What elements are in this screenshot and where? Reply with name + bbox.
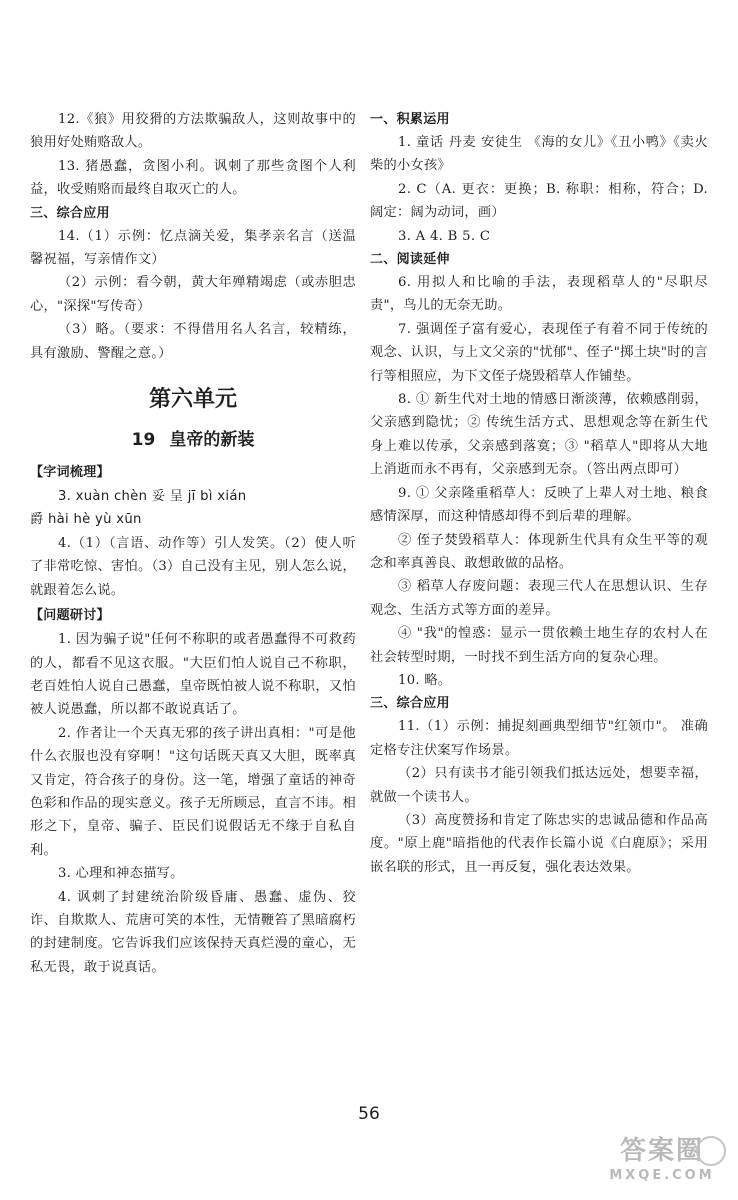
answer-12: 12.《狼》用狡猾的方法欺骗敌人，这则故事中的狼用好处贿赂敌人。	[30, 112, 356, 151]
answer-r6: 6. 用拟人和比喻的手法，表现稻草人的"尽职尽责"，鸟儿的无奈无助。	[370, 275, 708, 314]
discussion-3: 3. 心理和神态描写。	[58, 866, 184, 882]
discussion-2: 2. 作者让一个天真无邪的孩子讲出真相："可是他什么衣服也没有穿啊！"这句话既天真又大胆，既率真又肯定，符合孩子的身份。这一笔，增强了童话的神奇色彩和作品的现实意义。孩子无所顾忌，直言不讳。相形之下，皇帝、骗子、臣民们说假话无不缘于自私自利。	[30, 725, 356, 858]
discussion-4: 4. 讽刺了封建统治阶级昏庸、愚蠢、虚伪、狡诈、自欺欺人、荒唐可笑的本性，无情鞭笞了黑暗腐朽的封建制度。它告诉我们应该保持天真烂漫的童心，无私无畏，敢于说真话。	[30, 889, 356, 975]
section-heading-reading: 二、阅读延伸	[370, 252, 450, 268]
box-heading-vocabulary: 【字词梳理】	[30, 465, 110, 481]
watermark-logo	[596, 1134, 728, 1194]
unit-title: 第六单元	[148, 387, 237, 413]
answer-r10: 10. 略。	[398, 672, 452, 688]
answer-r8: 8. ① 新生代对土地的情感日渐淡薄，依赖感削弱，父亲感到隐忧；② 传统生活方式、思想观念等在新生代身上难以传承，父亲感到落寞；③ "稻草人"即将从大地上消逝而永不再有，父亲感到无奈。（答出两点即可）	[370, 392, 708, 478]
answer-r11-3: （3）高度赞扬和肯定了陈忠实的忠诚品德和作品高度。"原上鹿"暗指他的代表作长篇小说《白鹿原》；采用嵌名联的形式，且一再反复，强化表达效果。	[370, 812, 708, 875]
answer-14-1: 14.（1）示例：忆点滴关爱，集孝亲名言（送温馨祝福，写亲情作文）	[30, 228, 356, 268]
answer-14-2: （2）示例：看今朝，黄大年殚精竭虑（或赤胆忠心，"深探"写传奇）	[30, 275, 356, 314]
answer-r1: 1. 童话 丹麦 安徒生 《海的女儿》《丑小鸭》《卖火柴的小女孩》	[370, 135, 708, 174]
lesson-number: 19	[131, 430, 156, 451]
section-heading-comprehensive: 三、综合应用	[30, 205, 110, 221]
lesson-name: 皇帝的新装	[169, 430, 255, 451]
lesson-title	[30, 427, 356, 453]
watermark-badge-icon	[696, 1136, 726, 1166]
answer-13: 13. 猪愚蠢，贪图小利。讽刺了那些贪图个人利益，收受贿赂而最终自取灭亡的人。	[30, 158, 356, 198]
section-heading-comprehensive-right: 三、综合应用	[370, 696, 450, 712]
answer-r2: 2. C（A. 更衣：更换；B. 称职：相称，符合；D. 阔定：阔为动词，画）	[370, 181, 708, 221]
left-column	[30, 108, 356, 979]
answer-r3: 3. A 4. B 5. C	[398, 228, 491, 244]
answer-r11-1: 11.（1）示例：捕捉刻画典型细节"红领巾"。 准确定格专注伏案写作场景。	[370, 719, 708, 758]
answer-3-pinyin-line2: 爵 hài hè yù xūn	[30, 512, 142, 528]
watermark-main-text: 答案圈	[619, 1136, 704, 1166]
answer-r9-3: ③ 稻草人存废问题：表现三代人在思想认识、生存观念、生活方式等方面的差异。	[370, 579, 708, 618]
answer-14-3: （3）略。（要求：不得借用名人名言，较精练，具有激励、警醒之意。）	[30, 322, 356, 361]
section-heading-accumulation: 一、积累运用	[370, 112, 450, 127]
answer-r11-2: （2）只有读书才能引领我们抵达远处，想要幸福，就做一个读书人。	[370, 766, 708, 805]
right-column	[370, 108, 708, 879]
box-heading-discussion: 【问题研讨】	[30, 608, 110, 624]
answer-r9-2: ② 侄子焚毁稻草人：体现新生代具有众生平等的观念和率真善良、敢想敢做的品格。	[370, 532, 708, 571]
discussion-1: 1. 因为骗子说"任何不称职的或者愚蠢得不可救药的人，都看不见这衣服。"大臣们怕人说自己不称职，老百姓怕人说自己愚蠢，皇帝既怕被人说不称职，又怕被人说愚蠢，所以都不敢说真话了。	[30, 632, 356, 718]
answer-r9-1: 9. ① 父亲隆重稻草人：反映了上辈人对土地、粮食感情深厚，而这种情感却得不到后辈的理解。	[370, 485, 708, 525]
answer-r7: 7. 强调侄子富有爱心，表现侄子有着不同于传统的观念、认识，与上文父亲的"忧郁"、侄子"掷土块"时的言行等相照应，为下文侄子烧毁稻草人作铺垫。	[370, 321, 708, 384]
watermark-sub-text: MXQE.COM	[609, 1168, 715, 1183]
answer-r9-4: ④ "我"的惶惑：显示一贯依赖土地生存的农村人在社会转型时期，一时找不到生活方向的复杂心理。	[370, 626, 708, 665]
page-number: 56	[358, 1104, 380, 1124]
answer-4: 4.（1）（言语、动作等）引人发笑。（2）使人听了非常吃惊、害怕。（3）自己没有主见，别人怎么说，就跟着怎么说。	[30, 535, 356, 598]
answer-3-pinyin-line1: 3. xuàn chèn 妥 呈 jī bì xián	[58, 489, 247, 505]
